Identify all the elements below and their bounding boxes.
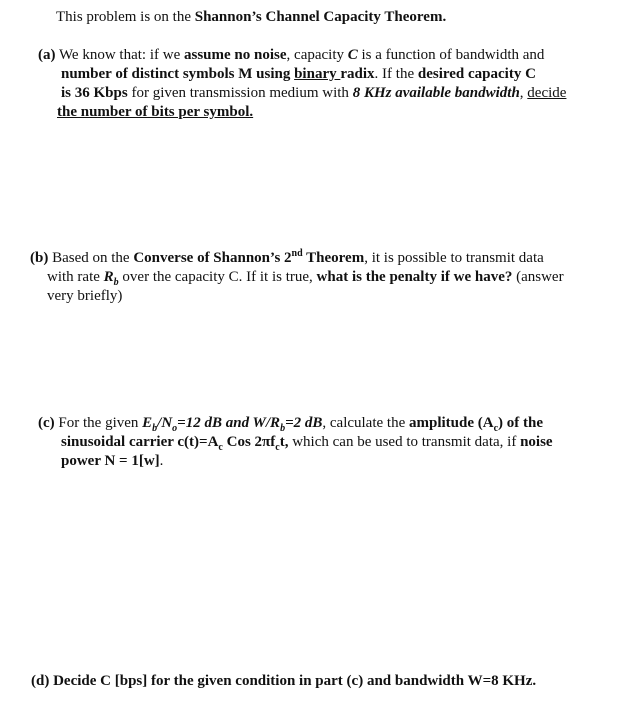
intro-topic: Shannon’s Channel Capacity Theorem. (194, 9, 447, 25)
part-c-amplitude-end: ) of the (498, 415, 544, 431)
part-b-penalty: what is the penalty if we have? (316, 269, 513, 285)
part-c-line-1 (38, 414, 543, 432)
part-a-symbols: number of distinct symbols M using (61, 66, 295, 82)
part-b-theorem: Theorem (302, 250, 365, 266)
part-c-eb: E (142, 415, 153, 431)
part-c-sub: c (493, 423, 499, 434)
part-a-decide: decide (527, 85, 567, 101)
part-a-line-2 (61, 65, 536, 83)
part-a-line-4 (57, 103, 253, 121)
part-c-text: , calculate the (322, 415, 409, 431)
part-c-cos: Cos 2πf (222, 434, 276, 450)
intro-text: This problem is on the (56, 9, 195, 25)
part-b-text: over the capacity C. If it is true, (118, 269, 317, 285)
part-b-rate: R (103, 269, 114, 285)
part-a-desired-capacity: desired capacity C (417, 66, 536, 82)
part-c-sub: c (275, 442, 280, 453)
part-c-carrier: sinusoidal carrier c(t)=A (61, 434, 219, 450)
part-c-amplitude: amplitude (A (409, 415, 494, 431)
part-a-text: , capacity (286, 47, 348, 63)
intro-line (56, 8, 446, 26)
part-c-line-3 (61, 452, 163, 470)
part-c-t: t, (279, 434, 289, 450)
part-c-sub: c (218, 442, 223, 453)
part-c-sub: b (280, 423, 286, 434)
part-c-label: (c) (38, 415, 55, 431)
part-a-text: for given transmission medium with (127, 85, 353, 101)
part-a-label: (a) (38, 47, 56, 63)
part-c-sub: o (172, 423, 178, 434)
part-a-text: is a function of bandwidth and (357, 47, 545, 63)
part-b-text: , it is possible to transmit data (364, 250, 544, 266)
part-b-rate-sub: b (113, 277, 119, 288)
part-b-text: Based on the (48, 250, 134, 266)
part-a-bits-per-symbol: the number of bits per symbol. (57, 104, 254, 120)
part-a-radix: radix (340, 66, 375, 82)
part-a-36kbps: is 36 Kbps (61, 85, 128, 101)
part-b-line-1 (30, 249, 544, 267)
part-c-text: . (159, 453, 164, 469)
part-b-text: with rate (47, 269, 104, 285)
part-a-line-1 (38, 46, 544, 64)
part-b-label: (b) (30, 250, 49, 266)
part-d-text: (d) Decide C [bps] for the given condition in part (c) and bandwidth W=8 KHz. (31, 673, 537, 689)
part-a-line-3 (61, 84, 566, 102)
part-c-noise: noise (520, 434, 553, 450)
part-c-no: /N (157, 415, 173, 431)
part-c-text: which can be used to transmit data, if (288, 434, 521, 450)
part-b-sup: nd (291, 248, 303, 259)
part-b-text: very briefly) (47, 288, 123, 304)
part-c-power: power N = 1[w] (61, 453, 160, 469)
part-a-text: We know that: if we (55, 47, 184, 63)
part-a-no-noise: assume no noise (184, 47, 287, 63)
part-a-text: , (519, 85, 528, 101)
part-c-ratio: =12 dB and W/R (177, 415, 281, 431)
part-a-binary: binary (294, 66, 341, 82)
part-c-ratio-value: =2 dB (285, 415, 323, 431)
part-b-converse: Converse of Shannon’s 2 (133, 250, 292, 266)
part-c-text: For the given (54, 415, 143, 431)
part-c-line-2 (61, 433, 553, 451)
part-b-line-3 (47, 287, 122, 305)
part-c-sub: b (152, 423, 158, 434)
part-a-capacity-symbol: C (347, 47, 358, 63)
part-b-line-2 (47, 268, 564, 286)
part-b-text: (answer (512, 269, 564, 285)
part-d-line (31, 672, 536, 690)
part-a-bandwidth: 8 KHz available bandwidth (352, 85, 520, 101)
part-a-text: . If the (374, 66, 418, 82)
